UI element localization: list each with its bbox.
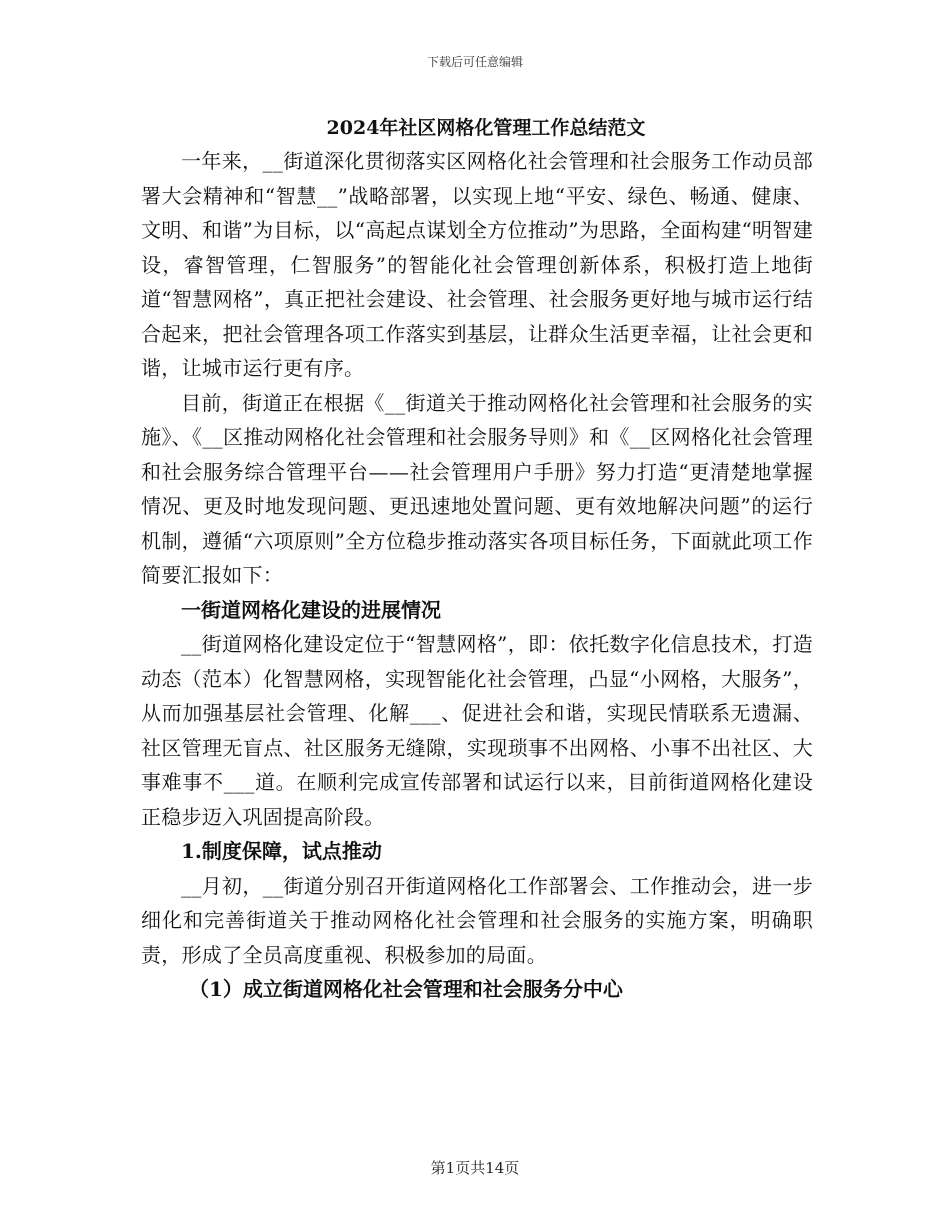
paragraph-current-status: 目前，街道正在根据《__街道关于推动网格化社会管理和社会服务的实施》、《__区推动网格化社会管理和社会服务导则》和《__区网格化社会管理和社会服务综合管理平台——社会管理用户手册》努力打造“更清楚地掌握情况、更及时地发现问题、更迅速地处置问题、更有效地解决问题”的运行机制，遵循“六项原则”全方位稳步推动落实各项目标任务，下面就此项工作简要汇报如下： (141, 390, 813, 587)
paragraph-smart-grid: __街道网格化建设定位于“智慧网格”，即：依托数字化信息技术，打造动态（范本）化智慧网格，实现智能化社会管理，凸显“小网格，大服务”，从而加强基层社会管理、化解___、促进社会和谐，实现民情联系无遗漏、社区管理无盲点、社区服务无缝隙，实现琐事不出网格、小事不出社区、大事难事不___道。在顺利完成宣传部署和试运行以来，目前街道网格化建设正稳步迈入巩固提高阶段。 (141, 632, 813, 829)
paragraph-meetings: __月初，__街道分别召开街道网格化工作部署会、工作推动会，进一步细化和完善街道关于推动网格化社会管理和社会服务的实施方案，明确职责，形成了全员高度重视、积极参加的局面。 (141, 873, 813, 967)
page-footer: 第1页共14页 (430, 1159, 520, 1177)
section-heading-progress: 一街道网格化建设的进展情况 (181, 597, 441, 622)
document-body (141, 112, 813, 1007)
header-note: 下载后可任意编辑 (426, 55, 523, 69)
paragraph-intro: 一年来，__街道深化贯彻落实区网格化社会管理和社会服务工作动员部署大会精神和“智慧__”战略部署，以实现上地“平安、绿色、畅通、健康、文明、和谐”为目标，以“高起点谋划全方位推动”为思路，全面构建“明智建设，睿智管理，仁智服务”的智能化社会管理创新体系，积极打造上地街道“智慧网格”，真正把社会建设、社会管理、社会服务更好地与城市运行结合起来，把社会管理各项工作落实到基层，让群众生活更幸福，让社会更和谐，让城市运行更有序。 (141, 149, 813, 380)
subsection-heading-service-center: （1）成立街道网格化社会管理和社会服务分中心 (189, 977, 623, 1001)
section-heading-system-guarantee: 1.制度保障，试点推动 (181, 839, 382, 863)
document-title: 2024年社区网格化管理工作总结范文 (326, 117, 646, 139)
